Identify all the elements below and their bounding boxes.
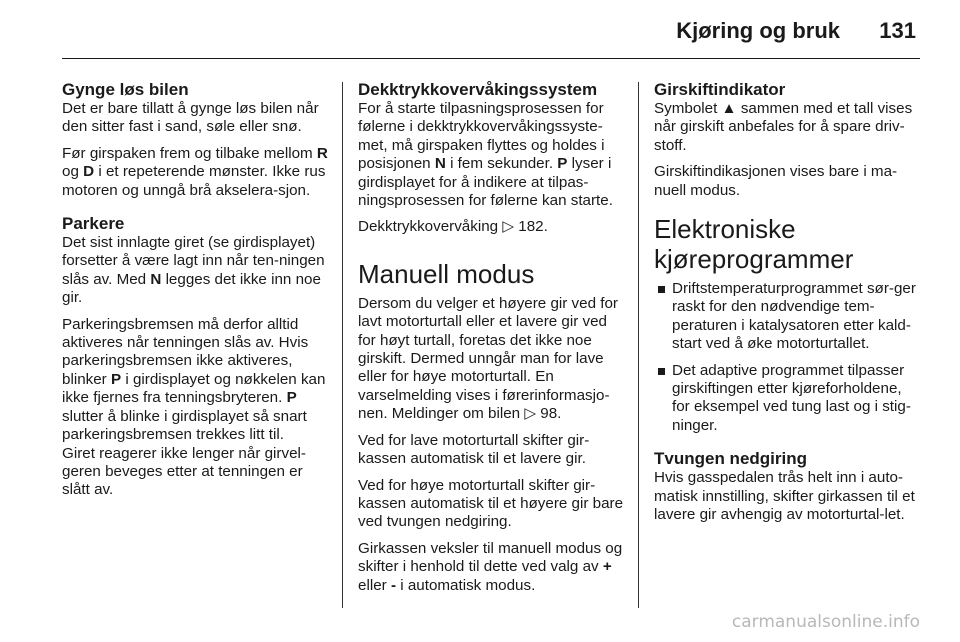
header-divider bbox=[62, 58, 920, 59]
tpms-paragraph-2: Dekktrykkovervåking ▷ 182. bbox=[358, 218, 548, 236]
manual-paragraph-1: Dersom du velger et høyere gir ved for lavt motorturtall eller et lavere gir ved for høyt turtall, foretas det ikke noe girskift. Dermed unngår man for lave eller for høye motorturtall. En varselmelding vises i førerinformasjo-nen. Meldinger om bilen ▷ 98. bbox=[358, 294, 618, 423]
watermark: carmanualsonline.info bbox=[731, 612, 920, 632]
page-header bbox=[0, 0, 960, 58]
kickdown-paragraph: Hvis gasspedalen trås helt inn i auto-matisk innstilling, skifter girkassen til et lavere gir avhengig av motorturtal-let. bbox=[654, 469, 915, 524]
heading-manual-mode: Manuell modus bbox=[358, 258, 535, 289]
column-divider-2 bbox=[638, 82, 639, 608]
column-left bbox=[62, 80, 330, 508]
chapter-title: Kjøring og bruk bbox=[676, 18, 840, 43]
list-item: Driftstemperaturprogrammet sør-ger raskt for den nødvendige tem-peraturen i katalysatoren etter kald-start ved å øke motorturtallet. bbox=[654, 280, 922, 354]
shift-paragraph-2: Girskiftindikasjonen vises bare i ma-nuell modus. bbox=[654, 163, 898, 199]
programs-list bbox=[654, 280, 922, 435]
heading-shift-indicator: Girskiftindikator bbox=[654, 80, 786, 99]
triangle-up-icon: ▲ bbox=[721, 100, 737, 117]
heading-rocking: Gynge løs bilen bbox=[62, 80, 189, 99]
page-reference-icon: ▷ bbox=[502, 218, 515, 236]
shift-paragraph-1: Symbolet ▲ sammen med et tall vises når girskift anbefales for å spare driv-stoff. bbox=[654, 100, 913, 154]
page-reference-icon: ▷ bbox=[524, 405, 537, 423]
parking-paragraph-2: Parkeringsbremsen må derfor alltid aktiveres når tenningen slås av. Hvis parkeringsbremsen ikke aktiveres, blinker P i girdisplayet og nøkkelen kan ikke fjernes fra tenningsbryteren. P slutter å blinke i girdisplayet så snart parkeringsbremsen trekkes litt til. bbox=[62, 315, 326, 444]
manual-paragraph-4: Girkassen veksler til manuell modus og skifter i henhold til dette ved valg av + eller - i automatisk modus. bbox=[358, 539, 623, 594]
bullet-square-icon bbox=[658, 286, 665, 293]
parking-paragraph-1: Det sist innlagte giret (se girdisplayet) forsetter å være lagt inn når ten-ningen slås av. Med N legges det ikke inn noe gir. bbox=[62, 234, 325, 307]
column-middle bbox=[358, 80, 626, 603]
rocking-paragraph-2: Før girspaken frem og tilbake mellom R og D i et repeterende mønster. Ikke rus motoren og unngå brå akselera-sjon. bbox=[62, 144, 328, 199]
heading-electronic-programs: Elektroniske kjøreprogrammer bbox=[654, 214, 854, 275]
tpms-paragraph-1: For å starte tilpasningsprosessen for følerne i dekktrykkovervåkingssyste-met, må girspaken flyttes og holdes i posisjonen N i fem sekunder. P lyser i girdisplayet for å indikere at tilpas-ningsprosessen for følerne kan starte. bbox=[358, 100, 613, 210]
page-number: 131 bbox=[879, 18, 916, 43]
list-item: Det adaptive programmet tilpasser girskiftingen etter kjøreforholdene, for eksempel ved tung last og i stig-ninger. bbox=[654, 362, 922, 436]
manual-paragraph-3: Ved for høye motorturtall skifter gir-kassen automatisk til et høyere gir bare ved tvungen nedgiring. bbox=[358, 476, 624, 531]
rocking-paragraph-1: Det er bare tillatt å gynge løs bilen når den sitter fast i sand, søle eller snø. bbox=[62, 100, 319, 136]
column-right bbox=[654, 80, 922, 533]
heading-parking: Parkere bbox=[62, 214, 125, 234]
parking-paragraph-3: Giret reagerer ikke lenger når girvel-geren beveges etter at tenningen er slått av. bbox=[62, 444, 306, 499]
heading-kickdown: Tvungen nedgiring bbox=[654, 449, 807, 469]
bullet-square-icon bbox=[658, 368, 665, 375]
heading-tpms: Dekktrykkovervåkingssystem bbox=[358, 80, 598, 99]
manual-paragraph-2: Ved for lave motorturtall skifter gir-kassen automatisk til et lavere gir. bbox=[358, 431, 590, 468]
column-divider-1 bbox=[342, 82, 343, 608]
